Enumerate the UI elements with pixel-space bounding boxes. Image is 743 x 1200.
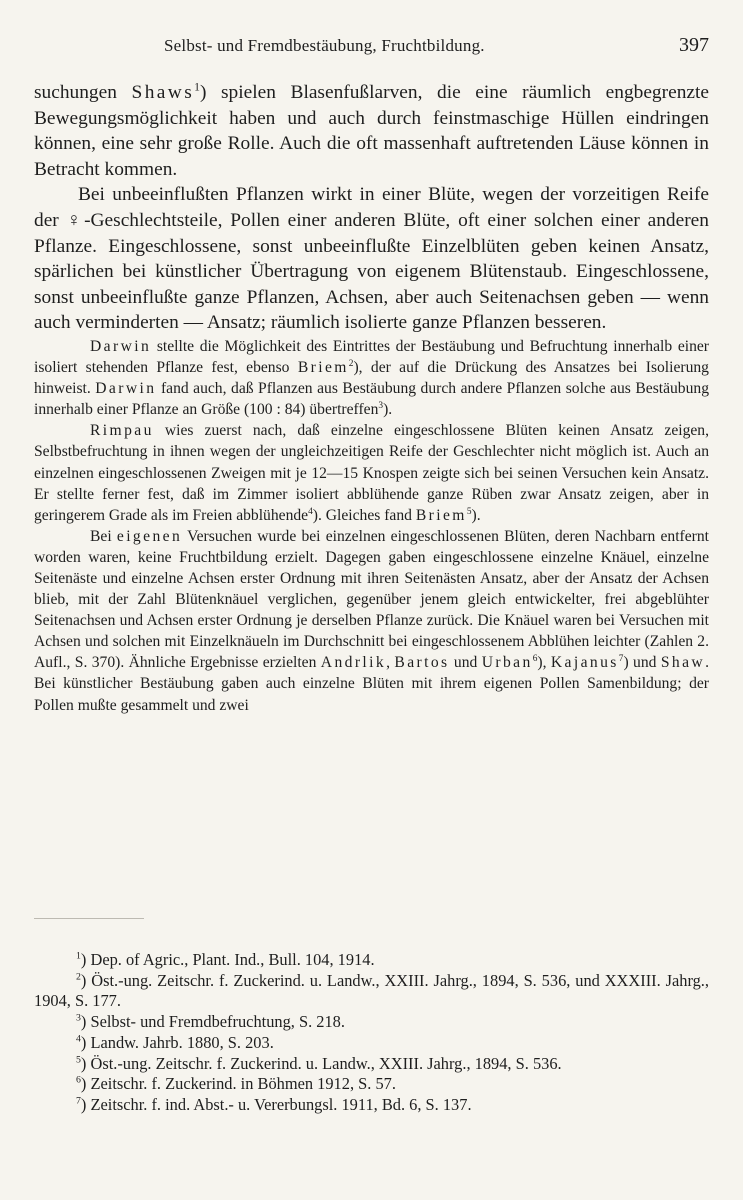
author-andrlik: Andrlik [320, 654, 387, 672]
author-darwin: Darwin [95, 380, 157, 398]
author-shaw: Shaw [660, 654, 706, 672]
footnotes [34, 950, 709, 1116]
main-text [34, 80, 709, 716]
small-type-section [34, 336, 709, 716]
large-type-section [34, 80, 709, 336]
footnote-4: $^4$) Landw. Jahrb. 1880, S. 203. [76, 1032, 274, 1052]
footnote-6: $^6$) Zeitschr. f. Zuckerind. in Böhmen 1912, S. 57. [76, 1074, 396, 1094]
footnote-ref-6: 6 [532, 654, 538, 665]
footnote-ref-7: 7 [618, 654, 624, 665]
footnote-2: $^2$) Öst.-ung. Zeitschr. f. Zuckerind. u. Landw., XXIII. Jahrg., 1894, S. 536, und XXXIII. Jahrg., 1904, S. 177. [34, 970, 709, 1011]
footnote-5: $^5$) Öst.-ung. Zeitschr. f. Zuckerind. u. Landw., XXIII. Jahrg., 1894, S. 536. [76, 1053, 562, 1073]
footnote-divider [34, 918, 144, 919]
footnote-1: $^1$) Dep. of Agric., Plant. Ind., Bull. 104, 1914. [76, 950, 375, 969]
paragraph-2: Bei unbeeinflußten Pflanzen wirkt in einer Blüte, wegen der vorzeitigen Reife der ♀-Geschlechtsteile, Pollen einer anderen Blüte, oft einer solchen einer anderen Pflanze. Eingeschlossene, sonst unbeeinflußte Einzelblüten geben keinen Ansatz, spärlichen bei künstlicher Übertragung von eigenem Blütenstaub. Eingeschlossene, sonst unbeeinflußte ganze Pflanzen, Achsen, aber auch Seitenachsen geben — wenn auch verminderten — Ansatz; räumlich isolierte ganze Pflanzen besseren. [34, 184, 709, 334]
footnote-ref-1: 1 [194, 80, 200, 94]
author-briem: Briem [297, 359, 349, 377]
paragraph-4: Rimpau wies zuerst nach, daß einzelne eingeschlossene Blüten keinen Ansatz zeigen, Selbstbefruchtung in ihnen wegen der ungleichzeitigen Reife der Geschlechter nicht möglich ist. Auch an einzelnen eingeschlossenen Zweigen mit je 12—15 Knospen zeigte sich bei seinen Versuchen kein Ansatz. Er stellte ferner fest, daß im Zimmer isoliert abblühende ganze Rüben zwar Ansatz zeigen, aber in geringerem Grade als im Freien abblühende$^4$). Gleiches fand Briem$^5$). [34, 422, 709, 524]
author-rimpau: Rimpau [90, 422, 154, 440]
footnote-ref-2: 2 [348, 358, 354, 369]
footnote-ref-4: 4 [308, 506, 313, 517]
page-header [34, 34, 709, 60]
footnote-7: $^7$) Zeitschr. f. ind. Abst.- u. Vererbungsl. 1911, Bd. 6, S. 137. [76, 1094, 472, 1114]
author-briem: Briem [415, 506, 467, 524]
footnote-ref-3: 3 [378, 401, 384, 412]
author-shaws: Shaws [131, 82, 195, 103]
author-bartos: Bartos [394, 654, 450, 672]
author-urban: Urban [481, 654, 533, 672]
footnote-3: $^3$) Selbst- und Fremdbefruchtung, S. 218. [76, 1012, 345, 1032]
paragraph-3: Darwin stellte die Möglichkeit des Eintrittes der Bestäubung und Befruchtung innerhalb einer isoliert stehenden Pflanze fest, ebenso Briem$^2$), der auf die Drückung des Ansatzes bei Isolierung hinweist. Darwin fand auch, daß Pflanzen aus Bestäubung durch andere Pflanzen solche aus Bestäubung innerhalb einer Pflanze an Größe (100 : 84) übertreffen$^3$). [34, 337, 709, 419]
paragraph-1: suchungen Shaws$^1$) spielen Blasenfußlarven, die eine räumlich engbegrenzte Bewegungsmöglichkeit haben und auch durch feinstmaschige Hüllen eindringen können, eine sehr große Rolle. Auch die oft massenhaft auftretenden Läuse können in Betracht kommen. [34, 80, 709, 180]
author-kajanus: Kajanus [550, 654, 619, 672]
running-title: Selbst- und Fremdbestäubung, Fruchtbildung. [164, 36, 485, 55]
author-darwin: Darwin [90, 337, 152, 355]
emphasis-eigenen: eigenen [116, 527, 183, 545]
paragraph-5: Bei eigenen Versuchen wurde bei einzelnen eingeschlossenen Blüten, deren Nachbarn entfernt worden waren, keine Fruchtbildung erzielt. Dagegen gaben eingeschlossene einzelne Knäuel, einzelne Seitenäste und einzelne Achsen erster Ordnung mit ihren Seitenästen Ansatz, aber der Ansatz der Achsen blieb, mit der Zahl Blütenknäuel verglichen, gegenüber jenem gleich entwickelter, frei abgeblühter Seitenachsen und Achsen erster Ordnung je derselben Pflanze zurück. Die Knäuel waren bei Versuchen mit Achsen und solchen mit Einzelknäueln im Durchschnitt bei eingeschlossenem Abblühen leichter (Zahlen 2. Aufl., S. 370). Ähnliche Ergebnisse erzielten Andrlik, Bartos und Urban$^6$), Kajanus$^7$) und Shaw. Bei künstlicher Bestäubung gaben auch einzelne Blüten mit ihrem eigenen Pollen Samenbildung; der Pollen mußte gesammelt und zwei [34, 527, 710, 714]
footnote-ref-5: 5 [466, 506, 472, 517]
page-number: 397 [679, 34, 709, 56]
